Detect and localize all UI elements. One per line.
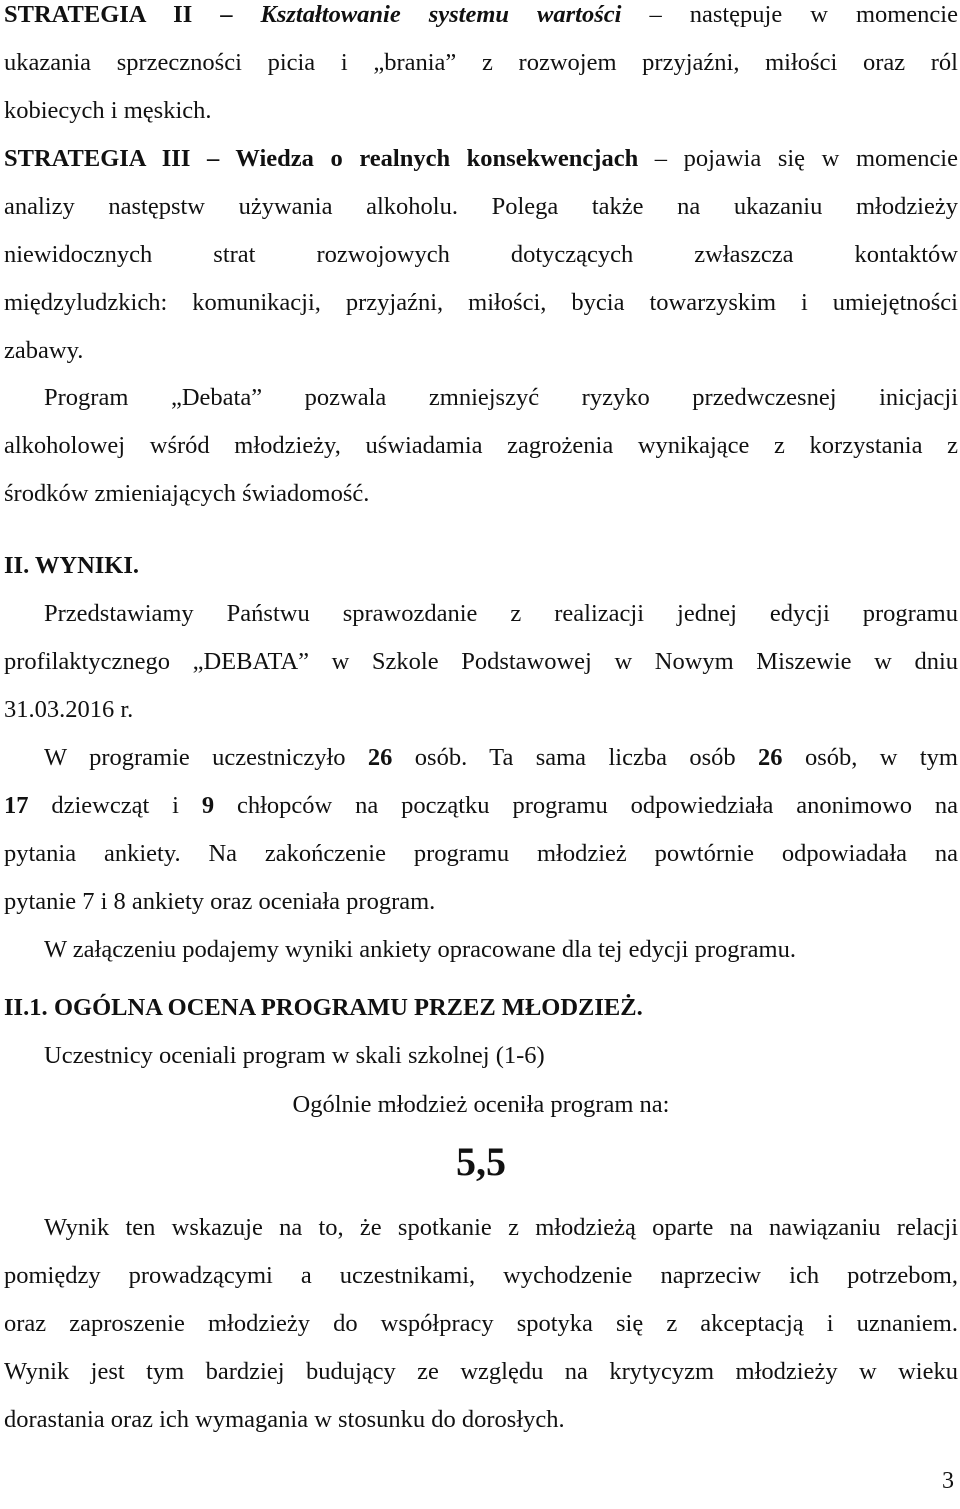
girls-count: 17 — [4, 792, 29, 819]
results-p2-text-d: dziewcząt i — [28, 792, 202, 819]
strategy-2-title: Kształtowanie systemu wartości — [260, 1, 622, 28]
strategy-3-rest: – pojawia się w momencie — [638, 145, 958, 172]
page-number: 3 — [942, 1468, 954, 1494]
conclusion-line-5: dorastania oraz ich wymagania w stosunku do dorosłych. — [4, 1406, 565, 1433]
strategy-2-label: STRATEGIA II — [4, 1, 193, 28]
results-heading: II. WYNIKI. — [4, 552, 140, 579]
results-p2-text-b: osób. Ta sama liczba osób — [392, 744, 759, 771]
strategy-3-line-4: międzyludzkich: komunikacji, przyjaźni, miłości, bycia towarzyskim i umiejętności — [4, 289, 958, 316]
program-line-1: Program „Debata” pozwala zmniejszyć ryzyko przedwczesnej inicjacji — [44, 384, 958, 411]
strategy-3-line-5: zabawy. — [4, 337, 84, 364]
rating-value: 5,5 — [456, 1139, 506, 1184]
results-p2-line-2 — [4, 791, 958, 821]
conclusion-line-3: oraz zaproszenie młodzieży do współpracy spotyka się z akceptacją i uznaniem. — [4, 1310, 958, 1337]
strategy-2-line-3: kobiecych i męskich. — [4, 97, 212, 124]
results-p2-line-4: pytanie 7 i 8 ankiety oraz oceniała program. — [4, 888, 436, 915]
strategy-2-line-2: ukazania sprzeczności picia i „brania” z rozwojem przyjaźni, miłości oraz ról — [4, 49, 958, 76]
conclusion-line-1: Wynik ten wskazuje na to, że spotkanie z młodzieżą oparte na nawiązaniu relacji — [44, 1214, 958, 1241]
same-count: 26 — [758, 744, 783, 771]
results-p3: W załączeniu podajemy wyniki ankiety opracowane dla tej edycji programu. — [44, 936, 796, 963]
strategy-3-line-1 — [4, 144, 958, 174]
results-p2-text-c: osób, w tym — [782, 744, 958, 771]
section-2-1-title: OGÓLNA OCENA PROGRAMU PRZEZ MŁODZIEŻ. — [54, 994, 643, 1021]
results-p2-line-3: pytania ankiety. Na zakończenie programu młodzież powtórnie odpowiadała na — [4, 840, 958, 867]
section-2-1-heading — [4, 993, 958, 1023]
results-p2-text-e: chłopców na początku programu odpowiedziała anonimowo na — [214, 792, 958, 819]
results-p1-line-1: Przedstawiamy Państwu sprawozdanie z realizacji jednej edycji programu — [44, 600, 958, 627]
program-line-3: środków zmieniających świadomość. — [4, 480, 370, 507]
results-p1-line-3: 31.03.2016 r. — [4, 696, 134, 723]
results-p1-line-2: profilaktycznego „DEBATA” w Szkole Podstawowej w Nowym Miszewie w dniu — [4, 648, 958, 675]
strategy-2-rest: – następuje w momencie — [621, 1, 958, 28]
strategy-3-heading: STRATEGIA III – Wiedza o realnych konsekwencjach — [4, 145, 639, 172]
strategy-3-line-2: analizy następstw używania alkoholu. Polega także na ukazaniu młodzieży — [4, 193, 958, 220]
program-line-2: alkoholowej wśród młodzieży, uświadamia zagrożenia wynikające z korzystania z — [4, 432, 958, 459]
conclusion-line-2: pomiędzy prowadzącymi a uczestnikami, wychodzenie naprzeciw ich potrzebom, — [4, 1262, 958, 1289]
rating-label: Ogólnie młodzież oceniła program na: — [292, 1091, 670, 1118]
scale-note: Uczestnicy oceniali program w skali szkolnej (1-6) — [44, 1042, 545, 1069]
section-2-1-number: II.1. — [4, 994, 48, 1021]
strategy-2-line-1 — [4, 0, 958, 30]
strategy-3-line-3: niewidocznych strat rozwojowych dotyczących zwłaszcza kontaktów — [4, 241, 958, 268]
boys-count: 9 — [201, 792, 215, 819]
results-p2-line-1 — [44, 743, 958, 773]
strategy-2-dash: – — [192, 1, 261, 28]
results-p2-text-a: W programie uczestniczyło — [44, 744, 368, 771]
conclusion-line-4: Wynik jest tym bardziej budujący ze względu na krytycyzm młodzieży w wieku — [4, 1358, 958, 1385]
participants-count: 26 — [367, 744, 393, 771]
